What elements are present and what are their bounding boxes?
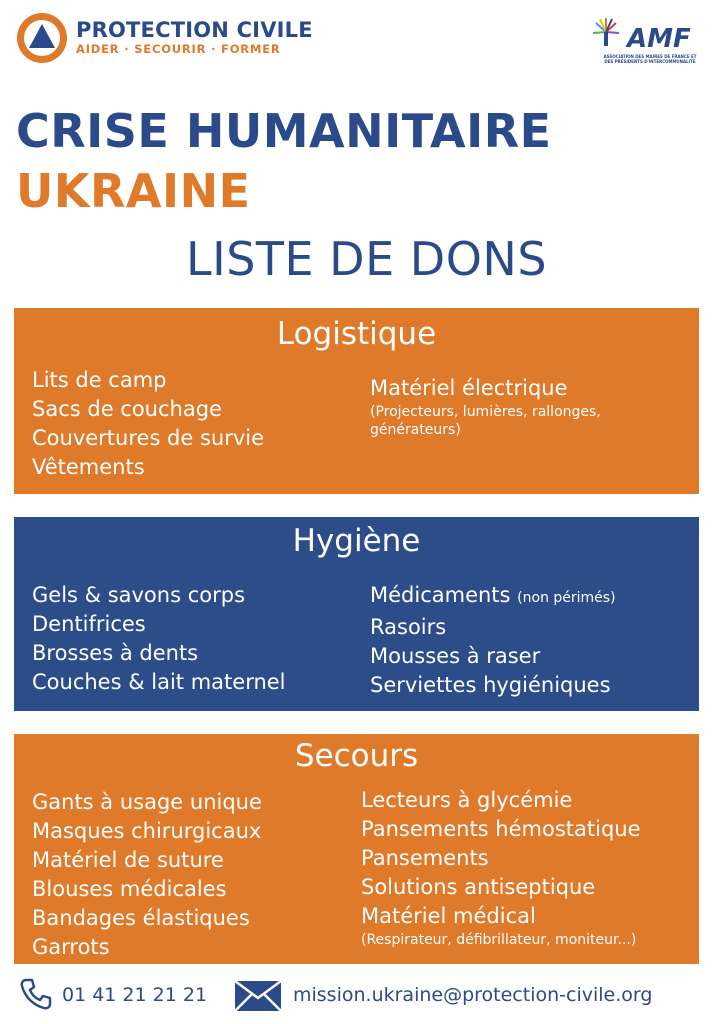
org-name: PROTECTION CIVILE <box>76 18 313 42</box>
list-item: Matériel médical <box>361 904 536 928</box>
secours-right-list <box>361 786 641 949</box>
section-hygiene <box>14 517 699 711</box>
amf-subtitle: ASSOCIATION DES MAIRES DE FRANCE ET DES PRÉSIDENTS D'INTERCOMMUNALITÉ <box>603 54 697 64</box>
org-tagline: AIDER · SECOURIR · FORMER <box>76 42 281 56</box>
list-item: Vêtements <box>32 455 145 479</box>
list-note: (Respirateur, défibrillateur, moniteur...) <box>361 932 637 948</box>
list-item: Gels & savons corps <box>32 583 246 607</box>
list-item-text: Médicaments <box>370 583 511 607</box>
hygiene-right-list <box>370 581 616 700</box>
list-item: Lecteurs à glycémie <box>361 788 573 812</box>
list-item: Pansements <box>361 846 489 870</box>
phone-number[interactable]: 01 41 21 21 21 <box>62 984 208 1006</box>
logistique-left-list <box>32 366 264 482</box>
list-item: Gants à usage unique <box>32 790 262 814</box>
title-crise: CRISE HUMANITAIRE <box>16 104 552 158</box>
list-item: Lits de camp <box>32 368 167 392</box>
section-secours <box>14 734 699 964</box>
phone-icon <box>18 976 54 1012</box>
section-title: Hygiène <box>292 523 421 559</box>
list-item: Solutions antiseptique <box>361 875 596 899</box>
list-item: Mousses à raser <box>370 644 541 668</box>
email-link[interactable]: mission.ukraine@protection-civile.org <box>293 984 653 1006</box>
list-item: Pansements hémostatique <box>361 817 641 841</box>
hygiene-left-list <box>32 581 286 697</box>
mail-icon <box>234 980 282 1012</box>
title-ukraine: UKRAINE <box>16 164 251 218</box>
list-item: Brosses à dents <box>32 641 199 665</box>
protection-civile-logo <box>16 12 68 64</box>
list-item: Masques chirurgicaux <box>32 819 262 843</box>
secours-left-list <box>32 788 262 962</box>
title-liste-dons: LISTE DE DONS <box>186 232 548 286</box>
list-item <box>370 581 616 613</box>
list-item: Sacs de couchage <box>32 397 222 421</box>
logistique-right-list <box>370 374 601 439</box>
list-item: Garrots <box>32 935 110 959</box>
list-item: Dentifrices <box>32 612 146 636</box>
section-title: Secours <box>294 738 419 774</box>
list-item: Bandages élastiques <box>32 906 250 930</box>
list-note: (non périmés) <box>517 590 616 606</box>
list-item: Couvertures de survie <box>32 426 265 450</box>
list-item: Blouses médicales <box>32 877 227 901</box>
section-logistique <box>14 308 699 494</box>
list-item: Matériel de suture <box>32 848 224 872</box>
list-note: générateurs) <box>370 422 461 438</box>
list-item: Matériel électrique <box>370 376 568 400</box>
section-title: Logistique <box>276 316 437 352</box>
list-item: Serviettes hygiéniques <box>370 673 611 697</box>
amf-wordmark: AMF <box>627 24 691 54</box>
list-note: (Projecteurs, lumières, rallonges, <box>370 404 601 420</box>
list-item: Rasoirs <box>370 615 447 639</box>
list-item: Couches & lait maternel <box>32 670 286 694</box>
